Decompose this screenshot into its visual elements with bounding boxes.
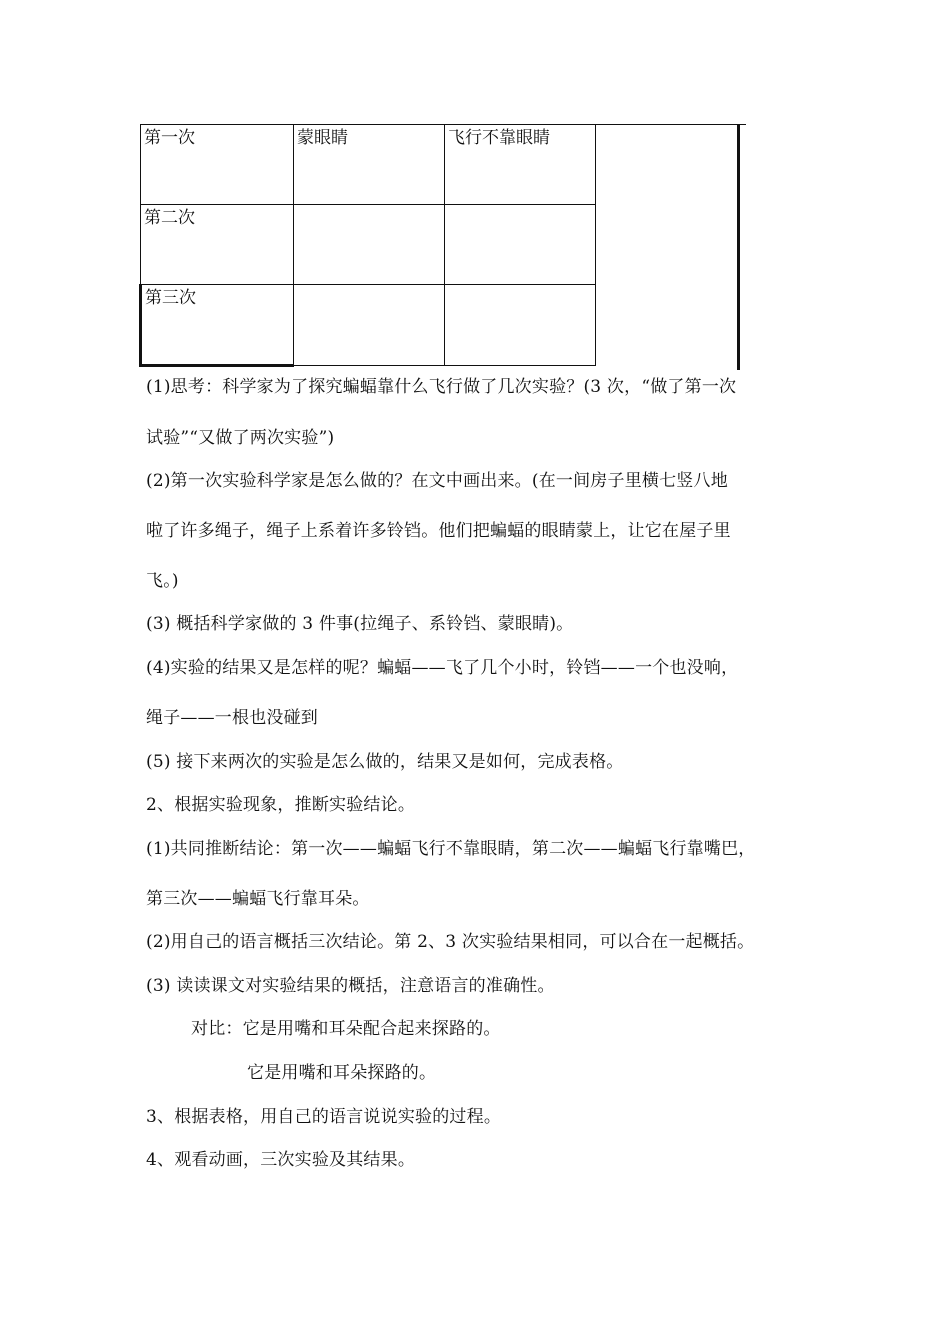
paragraph-line: (1)思考：科学家为了探究蝙蝠靠什么飞行做了几次实验？(3 次，“做了第一次 — [146, 377, 737, 397]
experiment-table-wrapper — [139, 124, 746, 367]
table-right-border — [737, 124, 740, 370]
experiment-table — [139, 124, 746, 367]
table-cell-empty — [596, 285, 747, 366]
paragraph-line: (1)共同推断结论：第一次——蝙蝠飞行不靠眼睛，第二次——蝙蝠飞行靠嘴巴， — [146, 839, 756, 859]
table-cell-row-label: 第二次 — [141, 205, 294, 285]
comparison-line: 对比：它是用嘴和耳朵配合起来探路的。 — [191, 1019, 501, 1039]
table-cell — [294, 285, 445, 366]
paragraph-line: 绳子——一根也没碰到 — [146, 708, 318, 728]
table-cell — [294, 205, 445, 285]
paragraph-line: 啦了许多绳子，绳子上系着许多铃铛。他们把蝙蝠的眼睛蒙上，让它在屋子里 — [146, 521, 731, 541]
paragraph-line: 4、观看动画，三次实验及其结果。 — [146, 1150, 416, 1170]
paragraph-line: 第三次——蝙蝠飞行靠耳朵。 — [146, 889, 370, 909]
paragraph-line: 2、根据实验现象，推断实验结论。 — [146, 795, 416, 815]
paragraph-line: 飞。) — [146, 571, 179, 591]
table-row — [141, 205, 747, 285]
table-cell — [445, 205, 596, 285]
paragraph-line: (4)实验的结果又是怎样的呢？蝙蝠——飞了几个小时，铃铛——一个也没响， — [146, 658, 739, 678]
table-row — [141, 285, 747, 366]
paragraph-line: (3) 概括科学家做的 3 件事(拉绳子、系铃铛、蒙眼睛)。 — [146, 614, 574, 634]
table-cell-empty — [596, 125, 747, 205]
paragraph-line: (2)第一次实验科学家是怎么做的？在文中画出来。(在一间房子里横七竖八地 — [146, 471, 728, 491]
table-cell: 飞行不靠眼睛 — [445, 125, 596, 205]
table-cell-empty — [596, 205, 747, 285]
paragraph-line: (5) 接下来两次的实验是怎么做的，结果又是如何，完成表格。 — [146, 752, 624, 772]
paragraph-line: 3、根据表格，用自己的语言说说实验的过程。 — [146, 1107, 502, 1127]
table-cell-row-label: 第一次 — [141, 125, 294, 205]
table-cell: 蒙眼睛 — [294, 125, 445, 205]
paragraph-line: 试验”“又做了两次实验”) — [146, 428, 335, 448]
table-row — [141, 125, 747, 205]
table-cell-row-label: 第三次 — [141, 285, 294, 366]
comparison-line: 它是用嘴和耳朵探路的。 — [247, 1063, 437, 1083]
paragraph-line: (3) 读读课文对实验结果的概括，注意语言的准确性。 — [146, 976, 555, 996]
paragraph-line: (2)用自己的语言概括三次结论。第 2、3 次实验结果相同，可以合在一起概括。 — [146, 932, 755, 952]
table-cell — [445, 285, 596, 366]
